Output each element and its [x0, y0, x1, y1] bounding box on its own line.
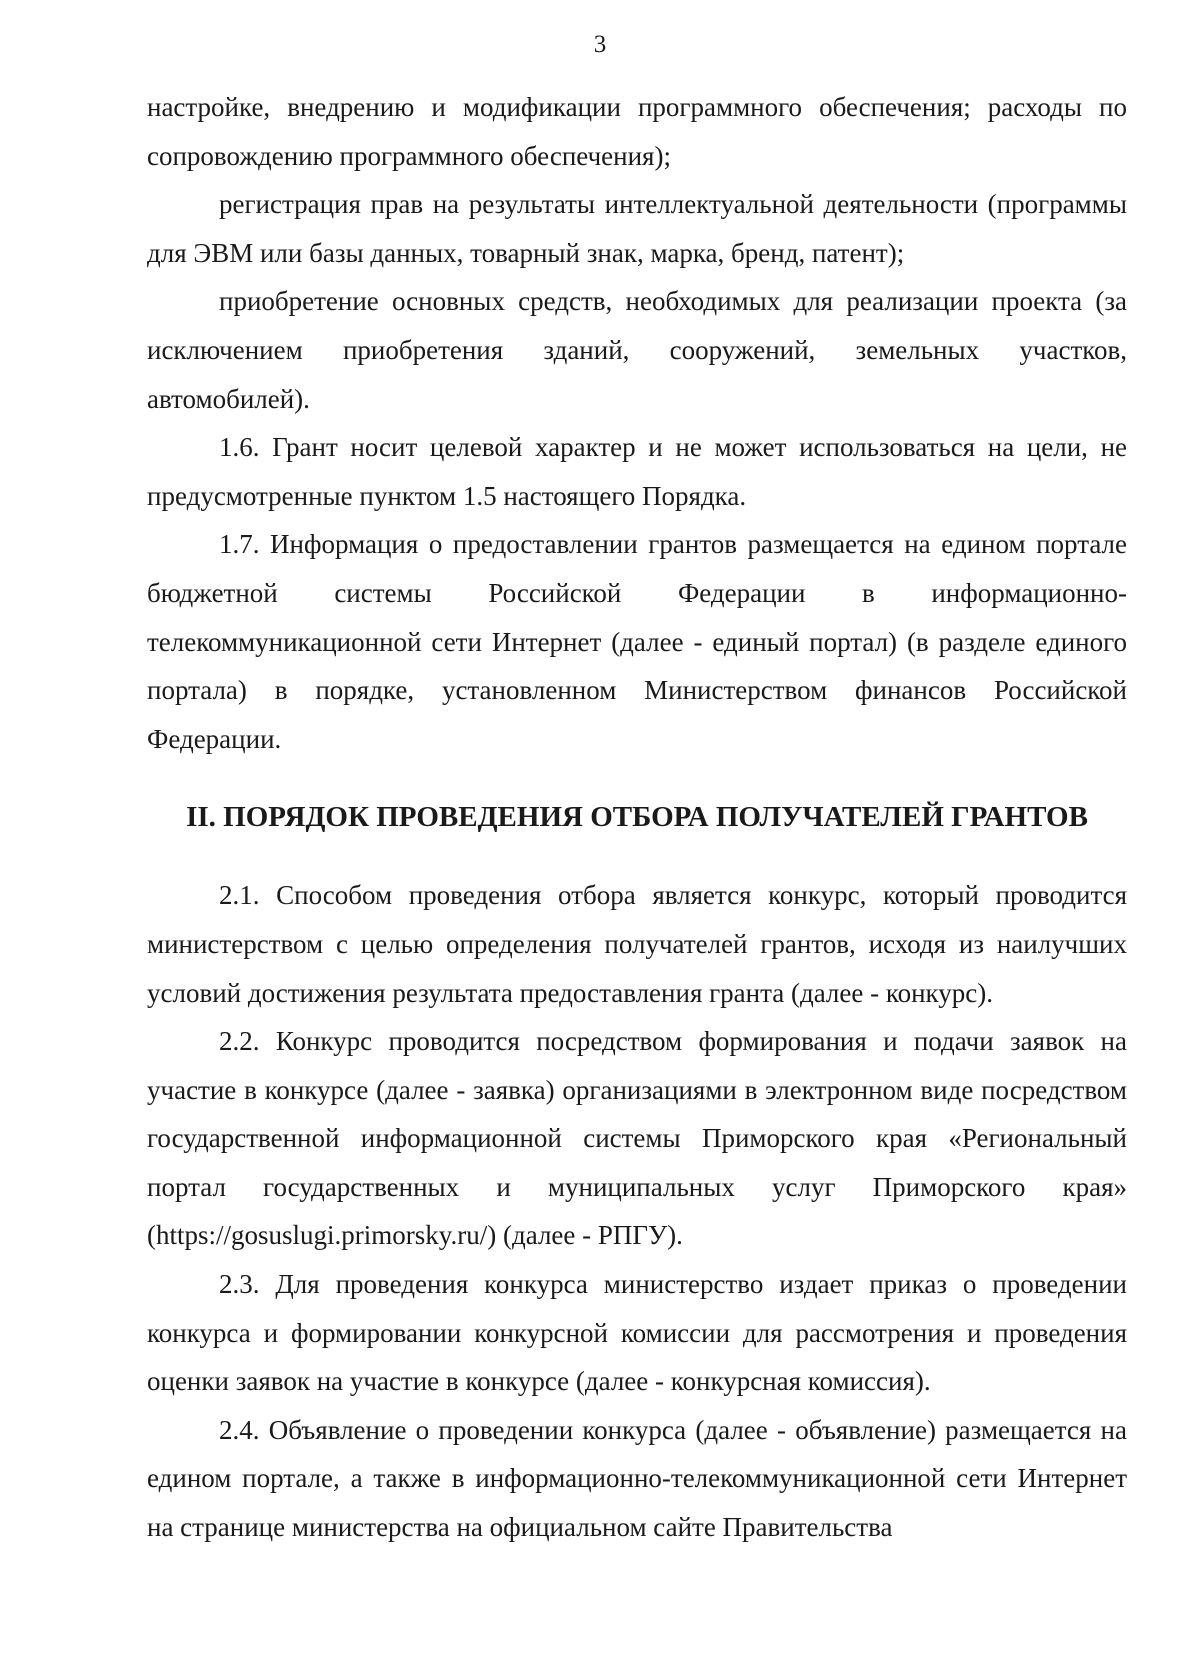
paragraph-software-support: настройке, внедрению и модификации программного обеспечения; расходы по сопровождению программного обеспечения);	[147, 92, 1127, 171]
paragraph-2-3: 2.3. Для проведения конкурса министерство издает приказ о проведении конкурса и формировании конкурсной комиссии для рассмотрения и проведения оценки заявок на участие в конкурсе (далее - конкурсная комиссия).	[147, 1269, 1127, 1397]
paragraph-2-1: 2.1. Способом проведения отбора является конкурс, который проводится министерством с целью определения получателей грантов, исходя из наилучших условий достижения результата предоставления гранта (далее - конкурс).	[147, 880, 1127, 1008]
page-number: 3	[593, 31, 607, 58]
paragraph-2-4: 2.4. Объявление о проведении конкурса (далее - объявление) размещается на едином портале, а также в информационно-телекоммуникационной сети Интернет на странице министерства на официальном сайте Правительства	[147, 1414, 1127, 1543]
paragraph-1-6: 1.6. Грант носит целевой характер и не может использоваться на цели, не предусмотренные пунктом 1.5 настоящего Порядка.	[147, 432, 1127, 511]
paragraph-fixed-assets: приобретение основных средств, необходимых для реализации проекта (за исключением приобретения зданий, сооружений, земельных участков, автомобилей).	[147, 286, 1127, 414]
paragraph-1-7: 1.7. Информация о предоставлении грантов размещается на едином портале бюджетной системы Российской Федерации в информационно-телекоммуникационной сети Интернет (далее - единый портал) (в разделе единого портала) в порядке, установленном Министерством финансов Российской Федерации.	[147, 529, 1127, 754]
document-body	[147, 83, 1127, 1552]
paragraph-2-2: 2.2. Конкурс проводится посредством формирования и подачи заявок на участие в конкурсе (далее - заявка) организациями в электронном виде посредством государственной информационной системы Приморского края «Региональный портал государственных и муниципальных услуг Приморского края» (https://gosuslugi.primorsky.ru/) (далее - РПГУ).	[147, 1026, 1127, 1251]
section-heading: II. ПОРЯДОК ПРОВЕДЕНИЯ ОТБОРА ПОЛУЧАТЕЛЕЙ ГРАНТОВ	[186, 801, 1088, 834]
paragraph-ip-registration: регистрация прав на результаты интеллектуальной деятельности (программы для ЭВМ или базы данных, товарный знак, марка, бренд, патент);	[147, 189, 1127, 268]
